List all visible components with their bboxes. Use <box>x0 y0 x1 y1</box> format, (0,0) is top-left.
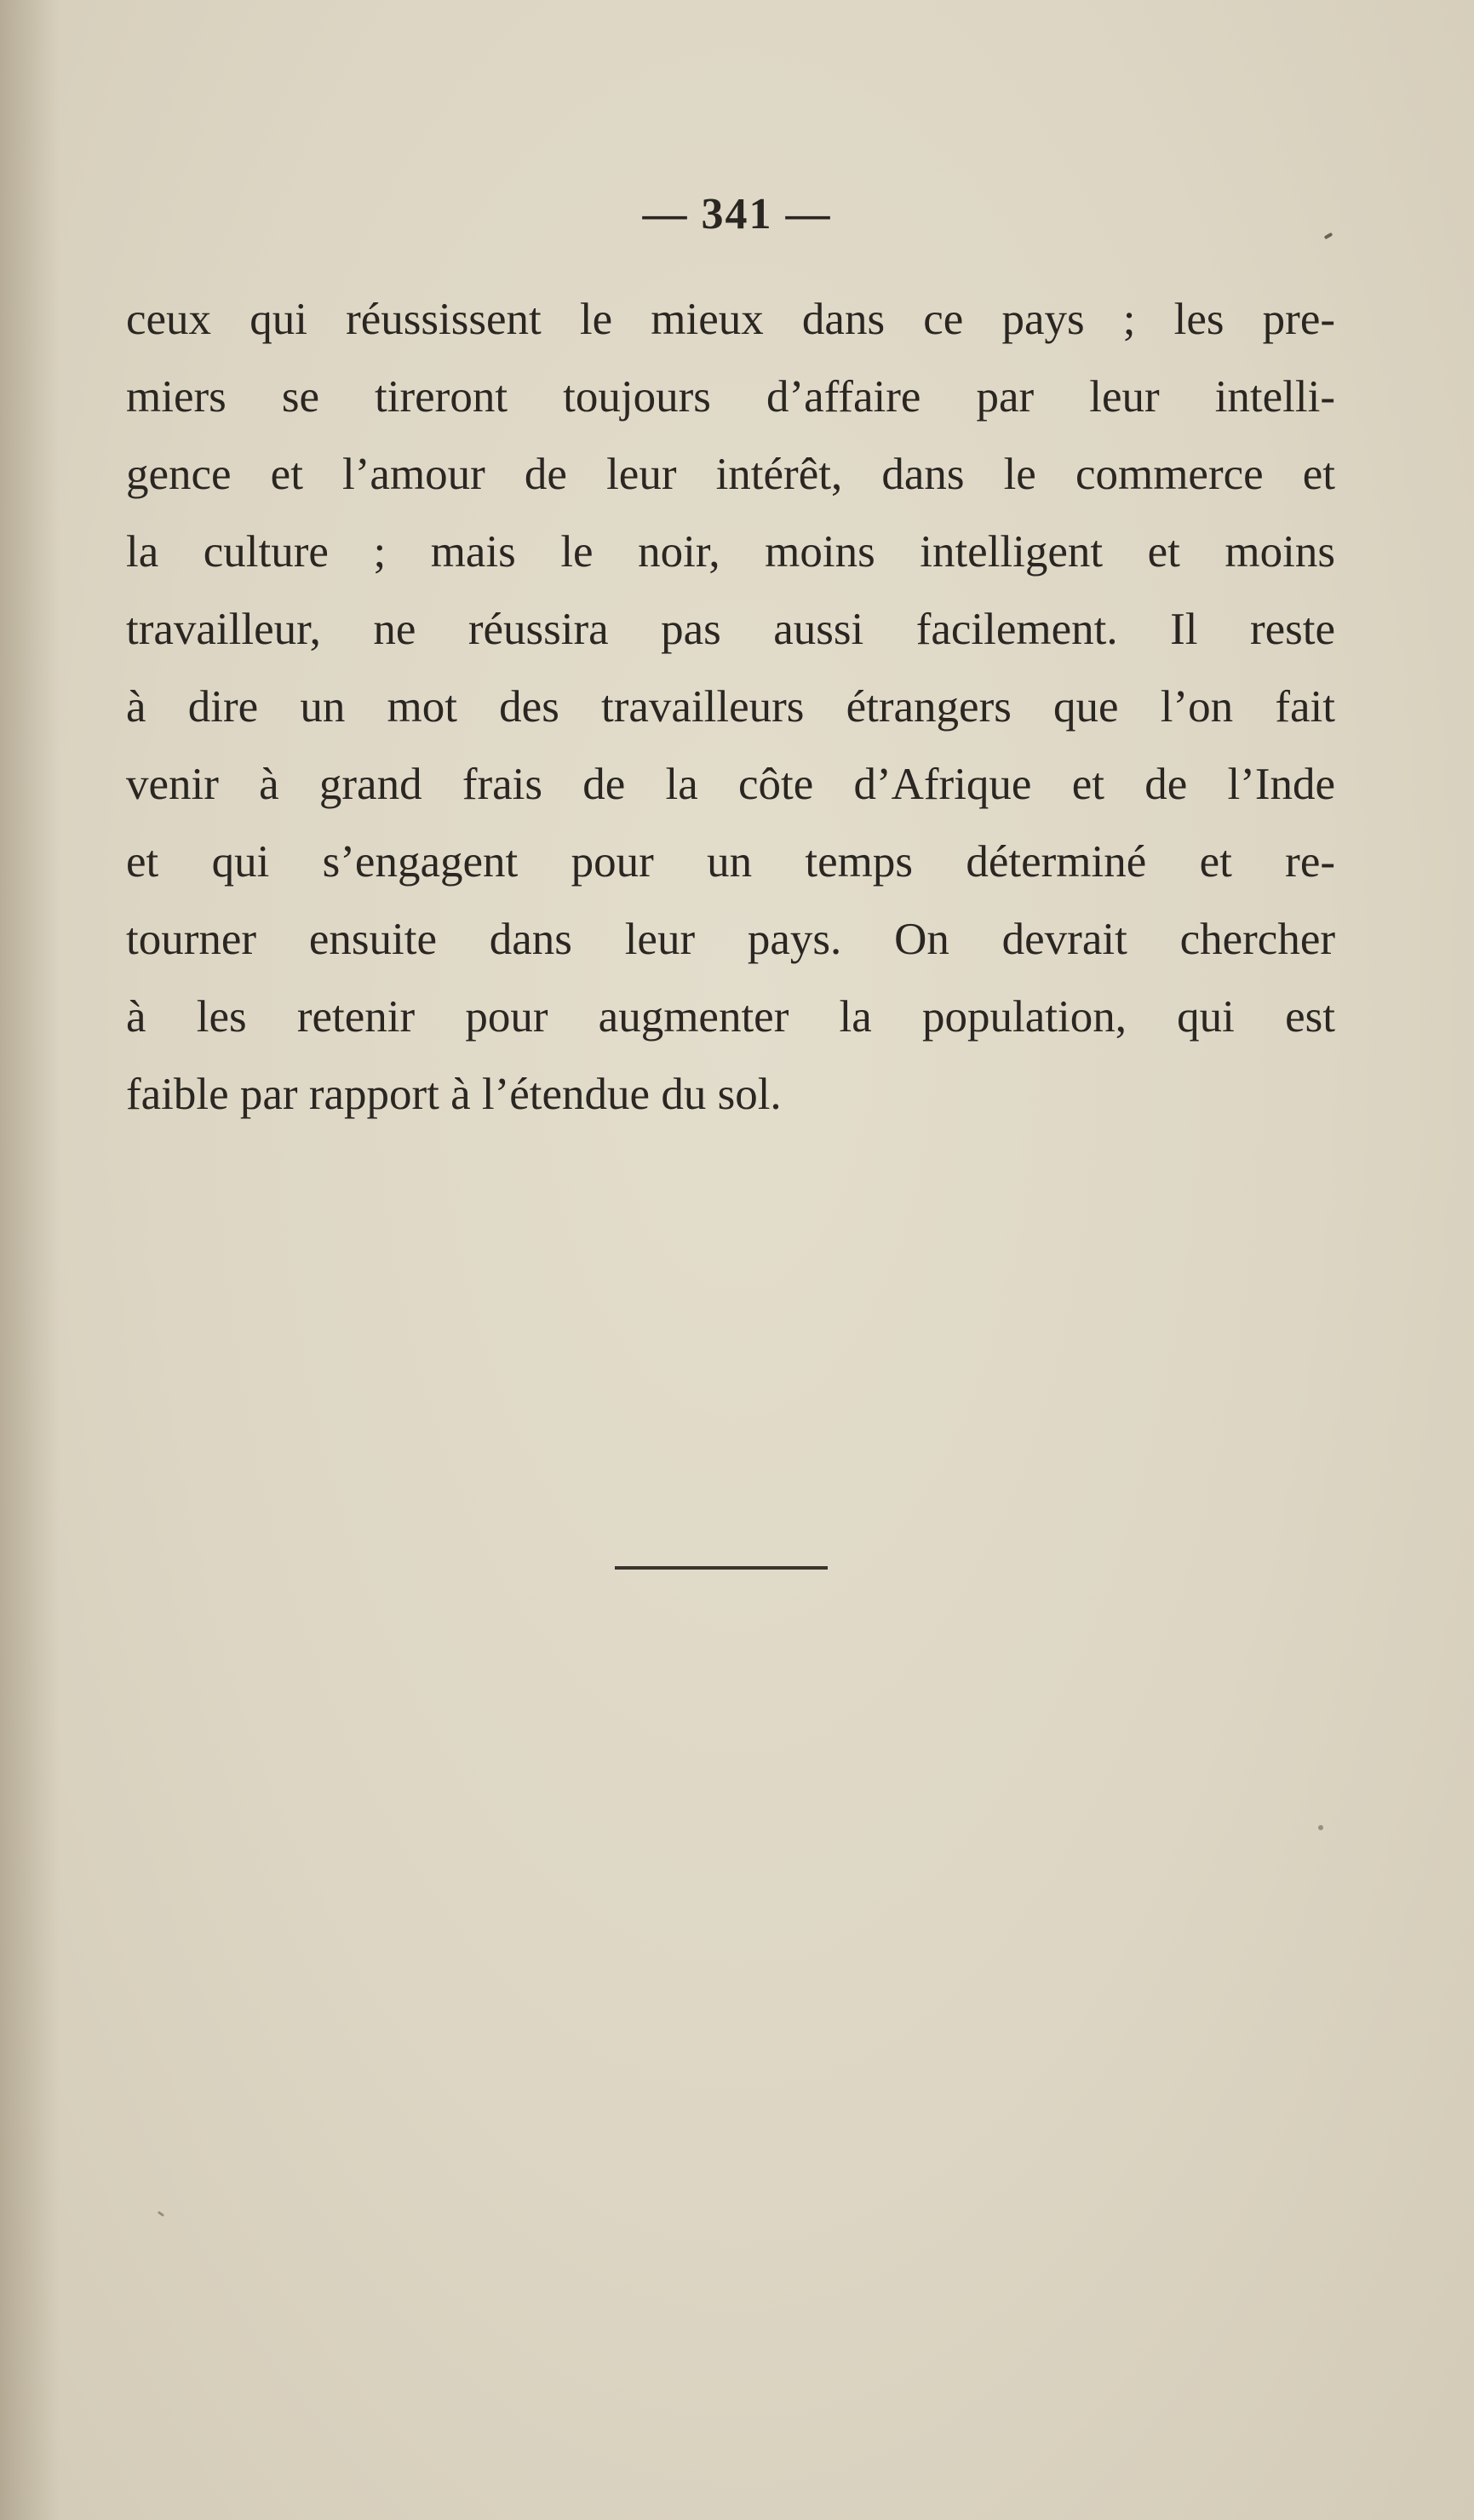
paper-speck <box>158 2211 164 2217</box>
text-line: venir à grand frais de la côte d’Afrique et de l’Inde <box>126 760 1335 809</box>
paragraph <box>126 281 1335 1134</box>
section-end-rule <box>615 1566 828 1570</box>
text-line: miers se tireront toujours d’affaire par leur intelli- <box>126 372 1335 422</box>
text-line: et qui s’engagent pour un temps déterminé et re- <box>126 837 1335 887</box>
text-line: gence et l’amour de leur intérêt, dans le commerce et <box>126 450 1335 499</box>
text-line: ceux qui réussissent le mieux dans ce pays ; les pre- <box>126 295 1335 344</box>
text-line: à dire un mot des travailleurs étrangers que l’on fait <box>126 682 1335 732</box>
text-line: à les retenir pour augmenter la population, qui est <box>126 992 1335 1042</box>
paper-speck <box>1318 1825 1323 1830</box>
text-line-last: faible par rapport à l’étendue du sol. <box>126 1070 782 1119</box>
page-number: — 341 — <box>642 190 832 238</box>
spine-shadow <box>0 0 60 2520</box>
text-line: la culture ; mais le noir, moins intelligent et moins <box>126 527 1335 577</box>
text-line: travailleur, ne réussira pas aussi facilement. Il reste <box>126 605 1335 654</box>
text-line: tourner ensuite dans leur pays. On devrait chercher <box>126 915 1335 964</box>
